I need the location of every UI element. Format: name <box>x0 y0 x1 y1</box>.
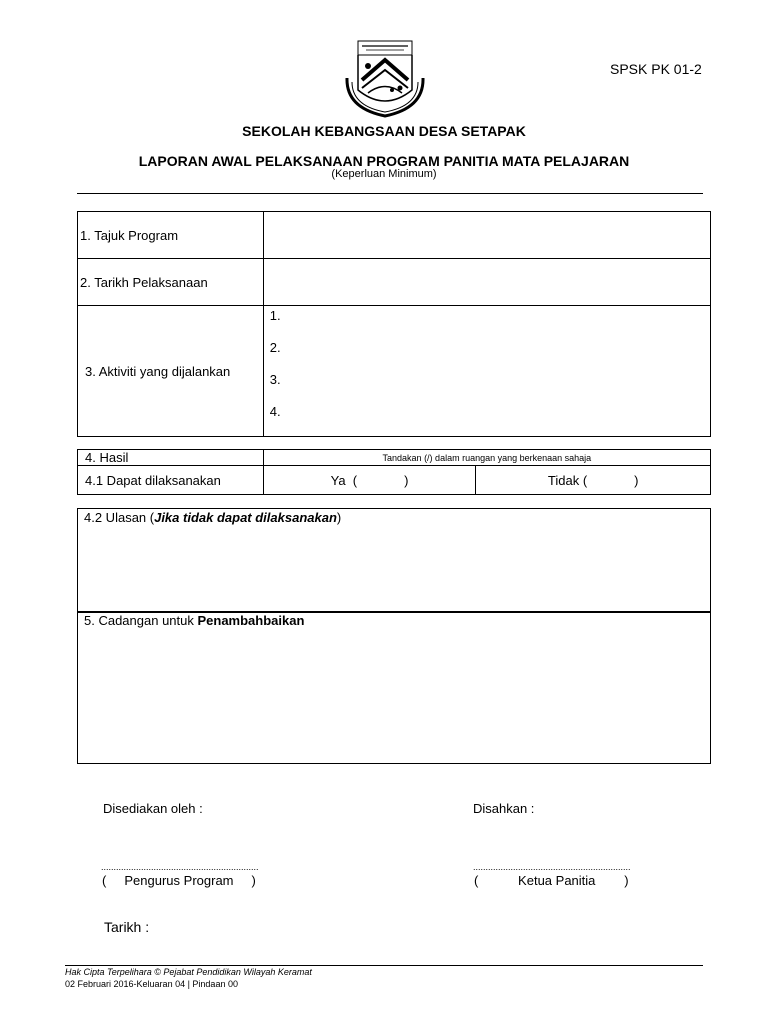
tidak-checkbox-cell[interactable]: Tidak ( ) <box>476 466 711 495</box>
footer-divider <box>65 965 703 966</box>
pengurus-program-role: ( Pengurus Program ) <box>102 873 256 888</box>
cadangan-box[interactable] <box>77 611 711 764</box>
tajuk-program-label: 1. Tajuk Program <box>78 212 264 259</box>
ulasan-label-suffix: ) <box>336 510 342 525</box>
school-name: SEKOLAH KEBANGSAAN DESA SETAPAK <box>242 123 526 139</box>
ya-checkbox-cell[interactable]: Ya ( ) <box>263 466 476 495</box>
ulasan-box[interactable] <box>77 508 711 613</box>
page-subtitle: (Keperluan Minimum) <box>331 168 437 180</box>
program-details-table <box>77 211 711 437</box>
hasil-label: 4. Hasil <box>78 450 264 466</box>
tajuk-program-field[interactable] <box>263 212 710 259</box>
dapat-dilaksanakan-label: 4.1 Dapat dilaksanakan <box>78 466 264 495</box>
footer-copyright: Hak Cipta Terpelihara © Pejabat Pendidikan Wilayah Keramat <box>65 967 312 977</box>
footer-revision: 02 Februari 2016-Keluaran 04 | Pindaan 00 <box>65 979 238 989</box>
aktiviti-item: 3. <box>269 372 281 387</box>
school-crest-logo <box>344 38 426 118</box>
disahkan-label: Disahkan : <box>473 801 535 816</box>
aktiviti-item: 2. <box>269 340 281 355</box>
tarikh-pelaksanaan-field[interactable] <box>263 259 710 306</box>
hasil-instruction: Tandakan (/) dalam ruangan yang berkenaan sahaja <box>263 450 710 466</box>
tarikh-label: Tarikh : <box>104 919 150 935</box>
disediakan-oleh-label: Disediakan oleh : <box>103 801 203 816</box>
form-code: SPSK PK 01-2 <box>610 61 702 77</box>
approved-signature-line[interactable]: ............................................................... <box>473 862 631 872</box>
tarikh-pelaksanaan-label: 2. Tarikh Pelaksanaan <box>78 259 264 306</box>
aktiviti-item: 4. <box>269 404 281 419</box>
ketua-panitia-role: ( Ketua Panitia ) <box>474 873 629 888</box>
cadangan-label-prefix: 5. Cadangan untuk <box>84 613 198 628</box>
prepared-signature-line[interactable]: ............................................................... <box>101 862 259 872</box>
ulasan-label <box>84 510 341 525</box>
header-divider <box>77 193 703 194</box>
cadangan-label <box>84 613 304 628</box>
page-title: LAPORAN AWAL PELAKSANAAN PROGRAM PANITIA MATA PELAJARAN <box>138 153 630 169</box>
ulasan-label-emphasis: Jika tidak dapat dilaksanakan <box>154 510 337 525</box>
hasil-table <box>77 449 711 495</box>
aktiviti-field[interactable] <box>263 306 710 437</box>
cadangan-label-emphasis: Penambahbaikan <box>197 613 305 628</box>
aktiviti-label: 3. Aktiviti yang dijalankan <box>78 306 264 437</box>
ulasan-label-prefix: 4.2 Ulasan ( <box>84 510 155 525</box>
aktiviti-item: 1. <box>269 308 281 323</box>
